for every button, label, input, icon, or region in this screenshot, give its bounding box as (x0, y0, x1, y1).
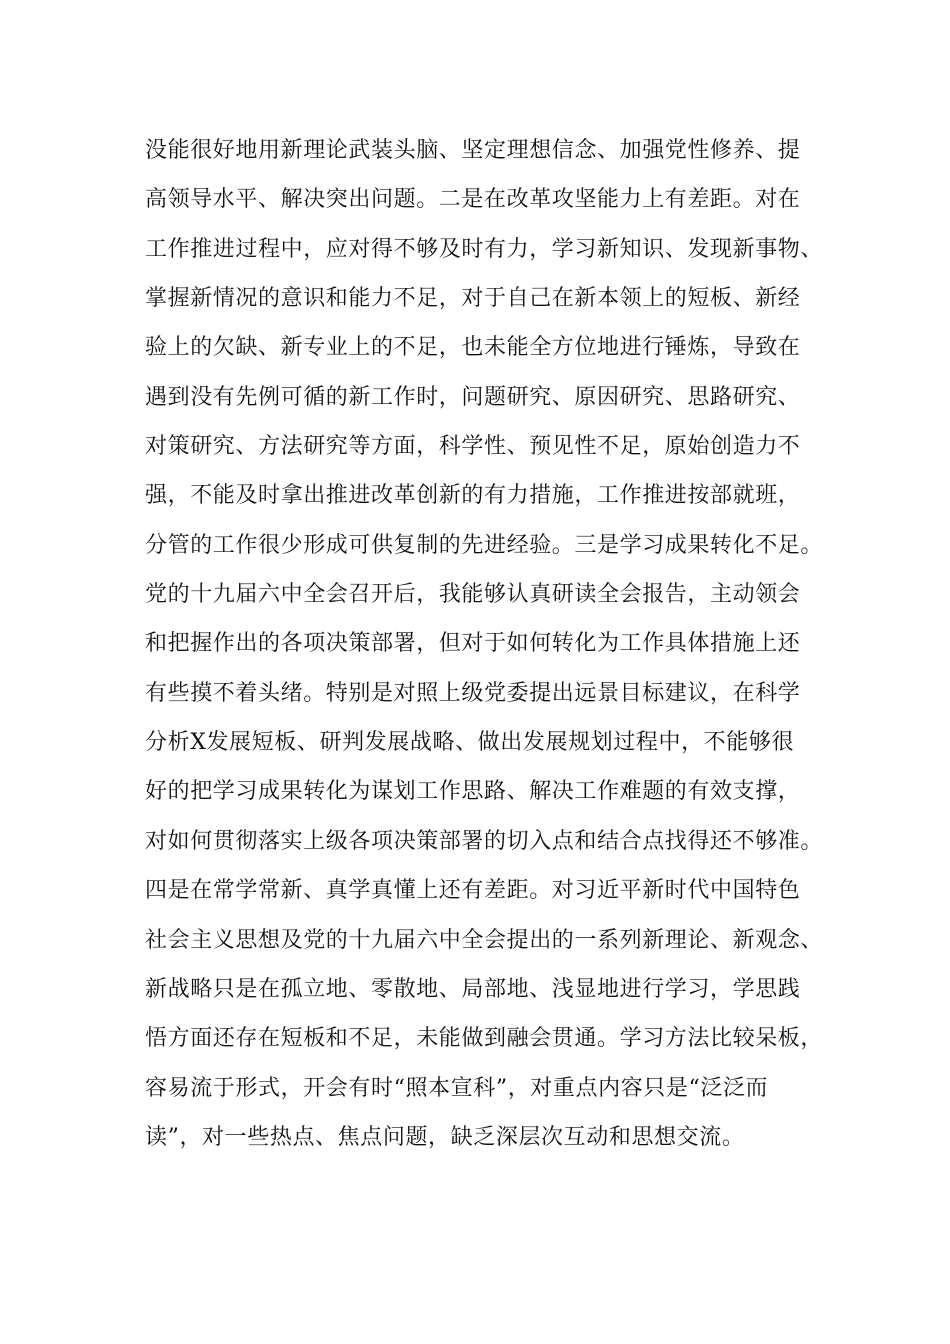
text-line: 工作推进过程中，应对得不够及时有力，学习新知识、发现新事物、 (145, 236, 824, 262)
text-line: 对如何贯彻落实上级各项决策部署的切入点和结合点找得还不够准。 (145, 828, 824, 854)
text-line: 悟方面还存在短板和不足，未能做到融会贯通。学习方法比较呆板， (145, 1026, 824, 1052)
text-line: 强，不能及时拿出推进改革创新的有力措施，工作推进按部就班， (145, 483, 801, 509)
text-line: 和把握作出的各项决策部署，但对于如何转化为工作具体措施上还 (145, 631, 801, 657)
text-line: 容易流于形式，开会有时“照本宣科”，对重点内容只是“泛泛而 (145, 1075, 769, 1101)
text-line: 掌握新情况的意识和能力不足，对于自己在新本领上的短板、新经 (145, 286, 801, 312)
text-line: 验上的欠缺、新专业上的不足，也未能全方位地进行锤炼，导致在 (145, 335, 801, 361)
text-line: 对策研究、方法研究等方面，科学性、预见性不足，原始创造力不 (145, 434, 801, 460)
body-paragraph (145, 131, 825, 1167)
text-line: 有些摸不着头绪。特别是对照上级党委提出远景目标建议，在科学 (145, 680, 801, 706)
text-line: 读”，对一些热点、焦点问题，缺乏深层次互动和思想交流。 (145, 1124, 745, 1150)
text-line: 四是在常学常新、真学真懂上还有差距。对习近平新时代中国特色 (145, 878, 801, 904)
text-line: 分析X发展短板、研判发展战略、做出发展规划过程中，不能够很 (145, 730, 795, 756)
text-line: 新战略只是在孤立地、零散地、局部地、浅显地进行学习，学思践 (145, 976, 801, 1002)
text-line: 没能很好地用新理论武装头脑、坚定理想信念、加强党性修养、提 (145, 138, 801, 163)
text-line: 遇到没有先例可循的新工作时，问题研究、原因研究、思路研究、 (145, 384, 801, 410)
text-line: 好的把学习成果转化为谋划工作思路、解决工作难题的有效支撑， (145, 779, 801, 805)
text-line: 党的十九届六中全会召开后，我能够认真研读全会报告，主动领会 (145, 582, 801, 608)
text-line: 社会主义思想及党的十九届六中全会提出的一系列新理论、新观念、 (145, 927, 824, 953)
text-line: 高领导水平、解决突出问题。二是在改革攻坚能力上有差距。对在 (145, 187, 801, 213)
text-line: 分管的工作很少形成可供复制的先进经验。三是学习成果转化不足。 (145, 532, 824, 558)
